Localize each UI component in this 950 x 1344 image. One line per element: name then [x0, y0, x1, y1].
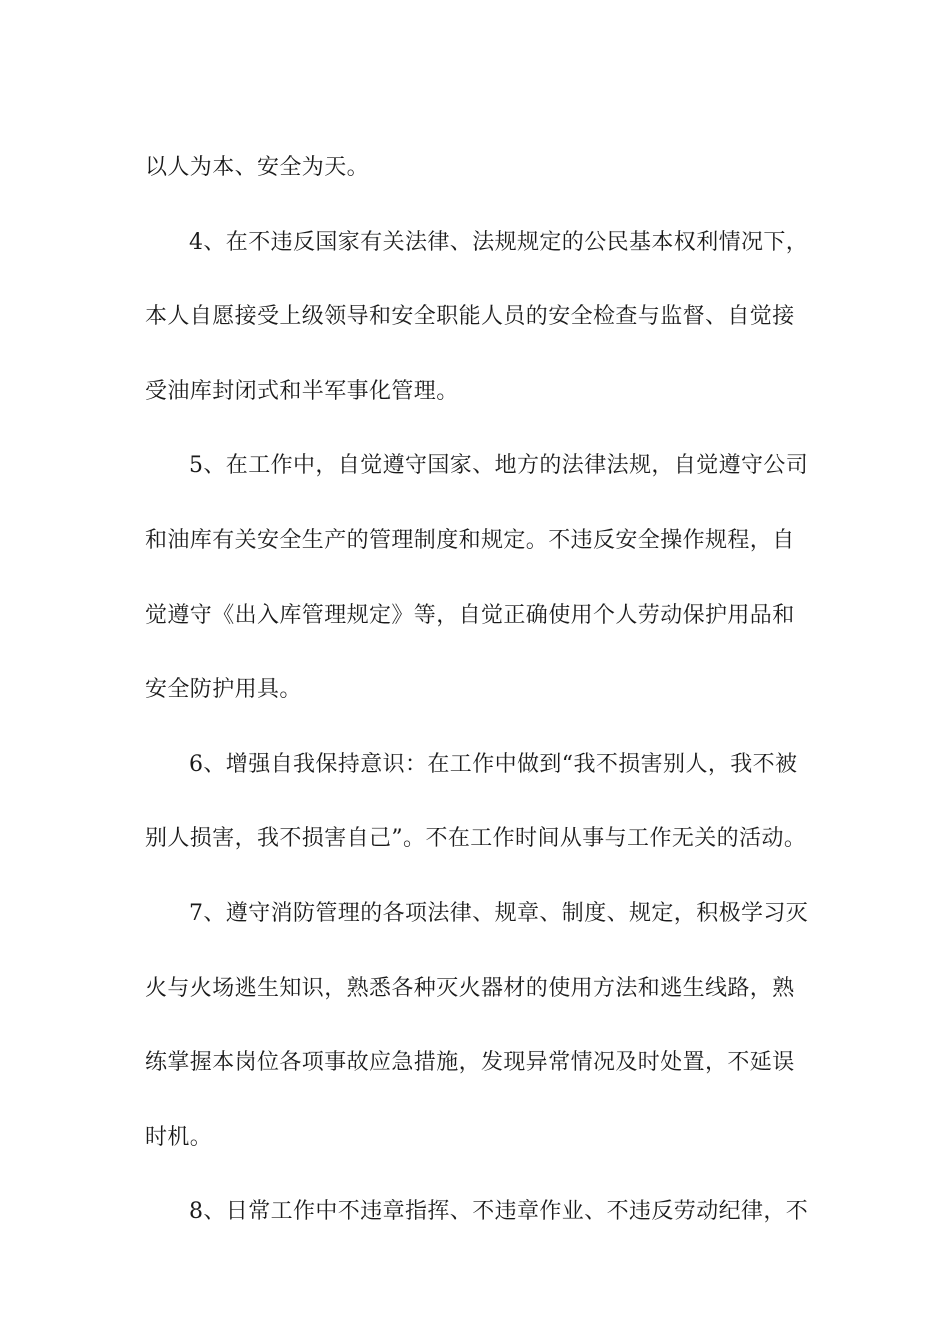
paragraph-7-line-2: 火与火场逃生知识，熟悉各种灭火器材的使用方法和逃生线路，熟 [145, 975, 795, 1001]
paragraph-4-line-3: 受油库封闭式和半军事化管理。 [145, 378, 459, 404]
paragraph-3-line-3: 以人为本、安全为天。 [145, 155, 370, 180]
paragraph-5-line-4: 安全防护用具。 [145, 677, 302, 703]
document-body [145, 131, 809, 1250]
paragraph-8-line-1: 8、日常工作中不违章指挥、不违章作业、不违反劳动纪律，不 [189, 1199, 809, 1225]
paragraph-6-line-2: 别人损害，我不损害自己”。不在工作时间从事与工作无关的活动。 [145, 826, 807, 852]
paragraph-7-line-1: 7、遵守消防管理的各项法律、规章、制度、规定，积极学习灭 [189, 900, 809, 926]
paragraph-4-line-2: 本人自愿接受上级领导和安全职能人员的安全检查与监督、自觉接 [145, 304, 795, 330]
paragraph-7-line-4: 时机。 [145, 1124, 213, 1150]
paragraph-5-line-1: 5、在工作中，自觉遵守国家、地方的法律法规，自觉遵守公司 [189, 453, 809, 479]
paragraph-6-line-1: 6、增强自我保持意识：在工作中做到“我不损害别人，我不被 [189, 751, 798, 777]
paragraph-4-line-1: 4、在不违反国家有关法律、法规规定的公民基本权利情况下， [189, 229, 809, 255]
paragraph-7-line-3: 练掌握本岗位各项事故应急措施，发现异常情况及时处置，不延误 [145, 1050, 795, 1076]
paragraph-5-line-2: 和油库有关安全生产的管理制度和规定。不违反安全操作规程，自 [145, 527, 795, 553]
paragraph-5-line-3: 觉遵守《出入库管理规定》等，自觉正确使用个人劳动保护用品和 [145, 602, 795, 628]
